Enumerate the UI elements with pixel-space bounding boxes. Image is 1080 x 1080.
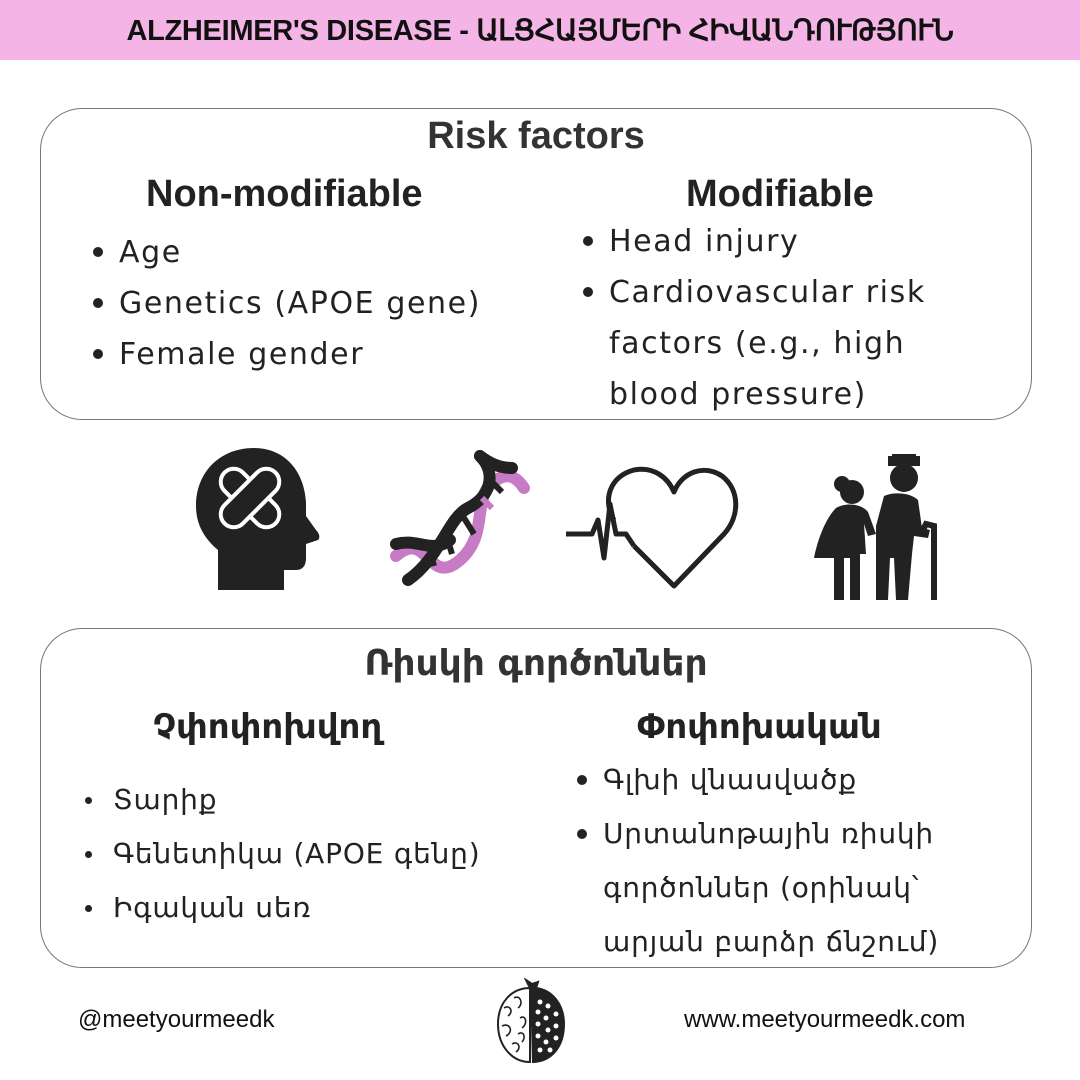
- list-item: Սրտանոթային ռիսկի գործոններ (օրինակ՝ արյան բարձր ճնշում): [571, 807, 991, 969]
- website-url: www.meetyourmeedk.com: [684, 1006, 966, 1033]
- non-modifiable-heading-armenian: Չփոփոխվող: [153, 707, 383, 747]
- risk-factors-title: Risk factors: [427, 115, 645, 157]
- social-handle: @meetyourmeedk: [78, 1006, 275, 1033]
- modifiable-list: [577, 216, 977, 420]
- heartbeat-icon: [562, 462, 742, 592]
- non-modifiable-list: [87, 227, 481, 380]
- list-item: Genetics (APOE gene): [87, 278, 481, 329]
- head-injury-icon: [192, 446, 322, 592]
- non-modifiable-heading: Non-modifiable: [146, 173, 423, 215]
- elderly-couple-icon: [810, 454, 940, 602]
- non-modifiable-list-armenian: [81, 773, 480, 935]
- modifiable-heading: Modifiable: [686, 173, 874, 215]
- brain-pomegranate-logo: [492, 978, 570, 1068]
- list-item: Իգական սեռ: [81, 881, 480, 935]
- list-item: Age: [87, 227, 481, 278]
- list-item: Տարիք: [81, 773, 480, 827]
- risk-factors-title-armenian: Ռիսկի գործոններ: [364, 643, 708, 684]
- header-title: ALZHEIMER'S DISEASE - ԱԼՑՀԱՅՄԵՐԻ ՀԻՎԱՆԴՈՒԹՅՈՒՆ: [126, 14, 954, 47]
- modifiable-heading-armenian: Փոփոխական: [637, 707, 882, 747]
- list-item: Գենետիկա (APOE գենը): [81, 827, 480, 881]
- risk-factors-armenian-panel: [40, 628, 1032, 968]
- risk-factors-english-panel: [40, 108, 1032, 420]
- list-item: Head injury: [577, 216, 977, 267]
- header-banner: [0, 0, 1080, 60]
- dna-icon: [388, 448, 533, 593]
- list-item: Female gender: [87, 329, 481, 380]
- list-item: Cardiovascular risk factors (e.g., high blood pressure): [577, 267, 977, 420]
- list-item: Գլխի վնասվածք: [571, 753, 991, 807]
- modifiable-list-armenian: [571, 753, 991, 969]
